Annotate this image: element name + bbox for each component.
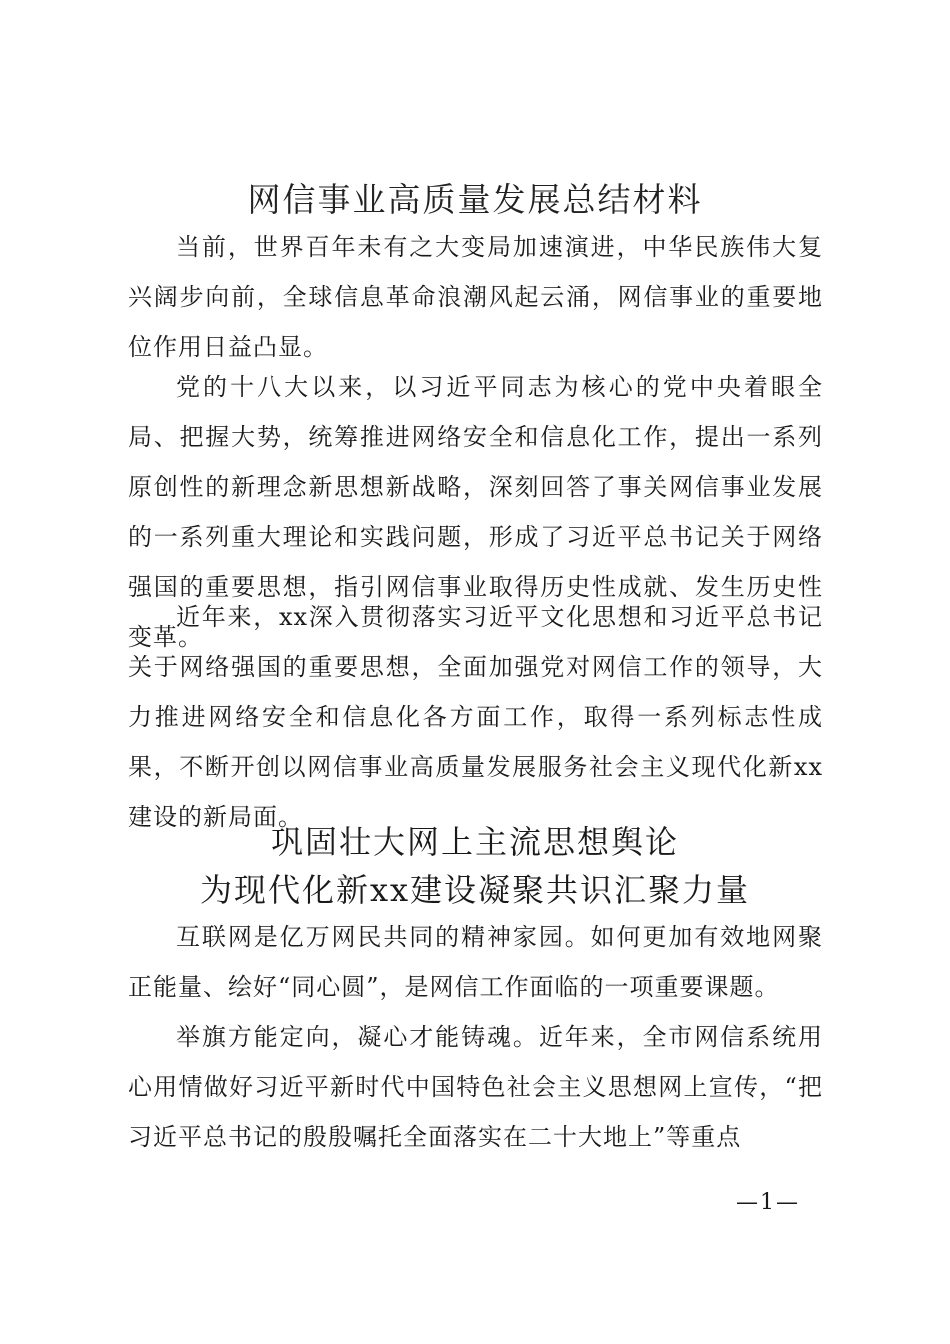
section-paragraph-2: 举旗方能定向，凝心才能铸魂。近年来，全市网信系统用心用情做好习近平新时代中国特色社会主义思想网上宣传，“把习近平总书记的殷殷嘱托全面落实在二十大地上”等重点: [128, 1023, 823, 1151]
section-heading-line-2: 为现代化新xx建设凝聚共识汇聚力量: [199, 871, 751, 909]
paragraph-text: 当前，世界百年未有之大变局加速演进，中华民族伟大复兴阔步向前，全球信息革命浪潮风起云涌，网信事业的重要地位作用日益凸显。: [128, 233, 823, 361]
section-body: [128, 912, 823, 1162]
paragraph-text: 党的十八大以来，以习近平同志为核心的党中央着眼全局、把握大势，统筹推进网络安全和信息化工作，提出一系列原创性的新理念新思想新战略，深刻回答了事关网信事业发展的一系列重大理论和实践问题，形成了习近平总书记关于网络强国的重要思想，指引网信事业取得历史性成就、发生历史性变革。: [128, 373, 823, 651]
paragraph-text: 近年来，xx深入贯彻落实习近平文化思想和习近平总书记关于网络强国的重要思想，全面加强党对网信工作的领导，大力推进网络安全和信息化各方面工作，取得一系列标志性成果，不断开创以网信事业高质量发展服务社会主义现代化新xx建设的新局面。: [128, 603, 823, 831]
page-number: —1—: [736, 1190, 800, 1215]
section-paragraph-1: 互联网是亿万网民共同的精神家园。如何更加有效地网聚正能量、绘好“同心圆”，是网信工作面临的一项重要课题。: [128, 923, 823, 1001]
section-heading: [0, 818, 950, 914]
paragraph-3: [128, 592, 823, 842]
paragraph-1: [128, 222, 823, 372]
section-heading-line-1: 巩固壮大网上主流思想舆论: [270, 823, 679, 861]
document-title: 网信事业高质量发展总结材料: [247, 180, 703, 219]
